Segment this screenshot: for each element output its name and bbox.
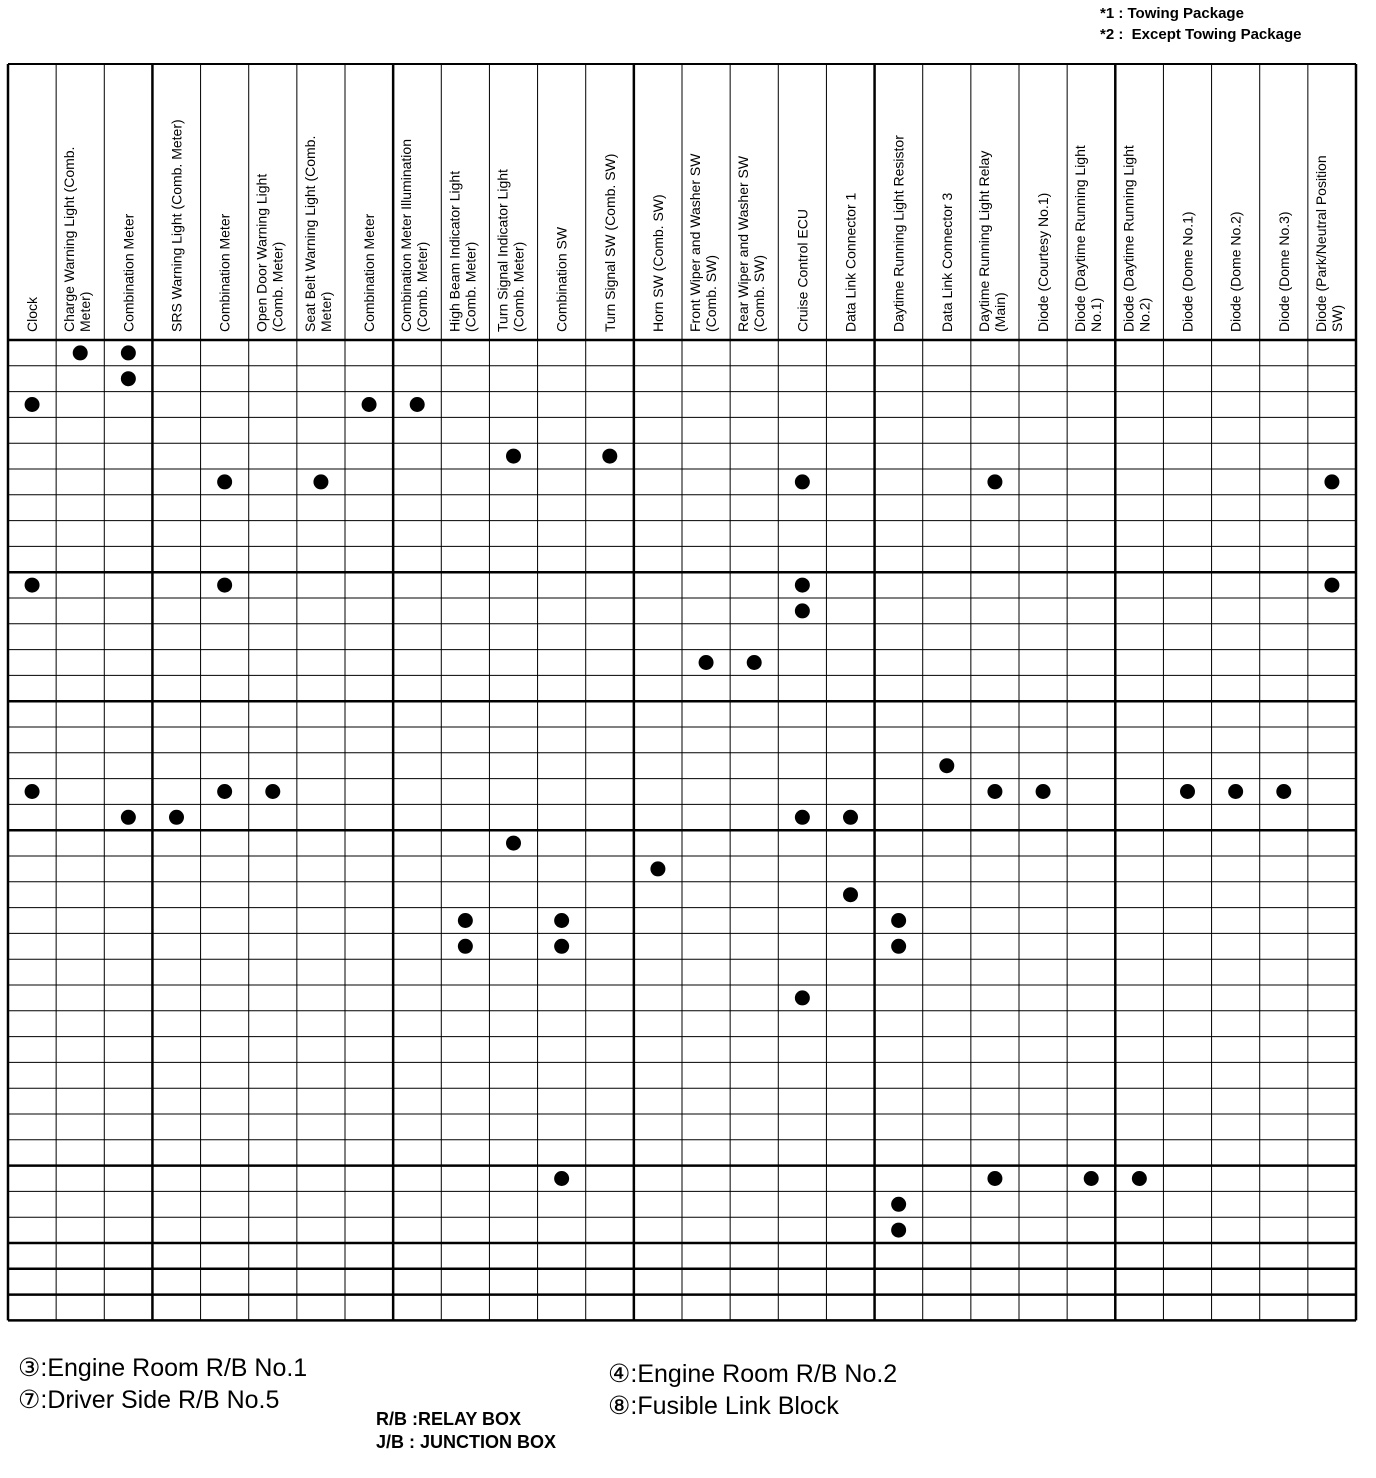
column-header-label: Combination SW (553, 226, 570, 332)
legend-right (608, 1358, 897, 1422)
connection-dot (25, 784, 40, 799)
connection-dot (217, 474, 232, 489)
connection-dot (1084, 1171, 1099, 1186)
column-header-label: SW) (1328, 304, 1345, 332)
connection-dot (987, 474, 1002, 489)
connection-dot (25, 397, 40, 412)
abbreviations (376, 1408, 556, 1454)
connection-dot (458, 939, 473, 954)
legend-left (18, 1352, 307, 1416)
column-header-label: Diode (Dome No.1) (1179, 211, 1196, 332)
connection-dot (73, 345, 88, 360)
column-header-label: Diode (Park/Neutral Position (1312, 155, 1329, 332)
column-header-label: High Beam Indicator Light (446, 170, 463, 332)
column-header-label: (Comb. Meter) (510, 241, 527, 332)
connection-dot (891, 913, 906, 928)
column-header-label: No.1) (1088, 297, 1105, 332)
column-header-label: (Comb. Meter) (269, 241, 286, 332)
connection-dot (25, 578, 40, 593)
connection-dot (1324, 578, 1339, 593)
connection-dot (313, 474, 328, 489)
column-header-label: Diode (Daytime Running Light (1072, 145, 1089, 332)
connection-dot (506, 449, 521, 464)
column-header-label: Combination Meter (120, 213, 137, 332)
connection-dot (410, 397, 425, 412)
column-header-label: Front Wiper and Washer SW (687, 153, 703, 332)
connection-dot (747, 655, 762, 670)
connection-dot (987, 1171, 1002, 1186)
connection-dot (121, 810, 136, 825)
column-header-label: Clock (24, 296, 41, 332)
connection-dot (554, 913, 569, 928)
column-header-label: (Main) (991, 292, 1008, 332)
abbrev-junction-box: J/B : JUNCTION BOX (376, 1432, 557, 1452)
connection-dot (1276, 784, 1291, 799)
column-header-label: Diode (Dome No.2) (1227, 211, 1244, 332)
connection-dot (843, 887, 858, 902)
column-header-label: Diode (Dome No.3) (1275, 211, 1292, 332)
connection-dot (169, 810, 184, 825)
connection-dot (554, 1171, 569, 1186)
connection-dot (843, 810, 858, 825)
column-header-label: (Comb. Meter) (462, 241, 479, 332)
connection-dot (602, 449, 617, 464)
column-header-label: Combination Meter Illumination (398, 139, 415, 332)
column-header-label: Cruise Control ECU (794, 209, 811, 332)
column-header-label: (Comb. SW) (703, 255, 719, 332)
connection-dot (121, 345, 136, 360)
legend-engine-room-rb-1: ③:Engine Room R/B No.1 (18, 1354, 308, 1382)
column-header-label: No.2) (1136, 297, 1153, 332)
connection-dot (939, 758, 954, 773)
column-header-label: Daytime Running Light Relay (975, 150, 992, 332)
footnote-towing: *1 : Towing Package (1100, 5, 1244, 22)
column-header-label: Combination Meter (216, 213, 233, 332)
column-header-label: Turn Signal SW (Comb. SW) (601, 153, 618, 332)
connection-dot (121, 371, 136, 386)
connection-dot (891, 939, 906, 954)
connection-dot (987, 784, 1002, 799)
column-header-label: (Comb. SW) (751, 255, 768, 332)
connection-dot (265, 784, 280, 799)
connection-dot (506, 836, 521, 851)
connection-dot (699, 655, 714, 670)
connection-dot (1180, 784, 1195, 799)
column-header-label: Horn SW (Comb. SW) (649, 194, 666, 332)
connection-dot (554, 939, 569, 954)
connection-dot (891, 1197, 906, 1212)
legend-engine-room-rb-2: ④:Engine Room R/B No.2 (608, 1360, 898, 1388)
column-header-label: Data Link Connector 1 (842, 192, 859, 332)
connection-dot (1324, 474, 1339, 489)
column-header-label: Meter) (77, 291, 94, 332)
connection-dot (1228, 784, 1243, 799)
column-header-label: SRS Warning Light (Comb. Meter) (168, 119, 185, 332)
connection-dot (795, 990, 810, 1005)
legend-fusible-link-block: ⑧:Fusible Link Block (608, 1392, 839, 1420)
column-header-label: Charge Warning Light (Comb. (61, 146, 78, 332)
column-header-label: Data Link Connector 3 (938, 192, 955, 332)
connection-dot (362, 397, 377, 412)
column-header-label: Rear Wiper and Washer SW (735, 155, 752, 332)
column-header-label: Diode (Courtesy No.1) (1035, 192, 1052, 332)
connection-dot (795, 603, 810, 618)
connection-dot (1132, 1171, 1147, 1186)
connection-dot (650, 861, 665, 876)
column-header-label: Seat Belt Warning Light (Comb. (301, 135, 318, 332)
column-header-label: Diode (Daytime Running Light (1120, 145, 1137, 332)
column-header-label: Combination Meter (361, 213, 378, 332)
connection-dot (795, 578, 810, 593)
column-header-label: Open Door Warning Light (253, 173, 270, 332)
connection-dot (795, 474, 810, 489)
connection-dot (458, 913, 473, 928)
column-header-label: Daytime Running Light Resistor (890, 135, 907, 332)
column-header-label: Turn Signal Indicator Light (494, 169, 511, 332)
connection-dot (795, 810, 810, 825)
connection-dot (217, 578, 232, 593)
legend-driver-side-rb-5: ⑦:Driver Side R/B No.5 (18, 1386, 280, 1414)
column-header-label: (Comb. Meter) (414, 241, 431, 332)
footnote-except-towing: *2 : Except Towing Package (1100, 26, 1302, 43)
connection-dot (891, 1223, 906, 1238)
connection-dot (217, 784, 232, 799)
connection-dot (1036, 784, 1051, 799)
column-header-label: Meter) (317, 291, 334, 332)
abbrev-relay-box: R/B :RELAY BOX (376, 1409, 522, 1429)
